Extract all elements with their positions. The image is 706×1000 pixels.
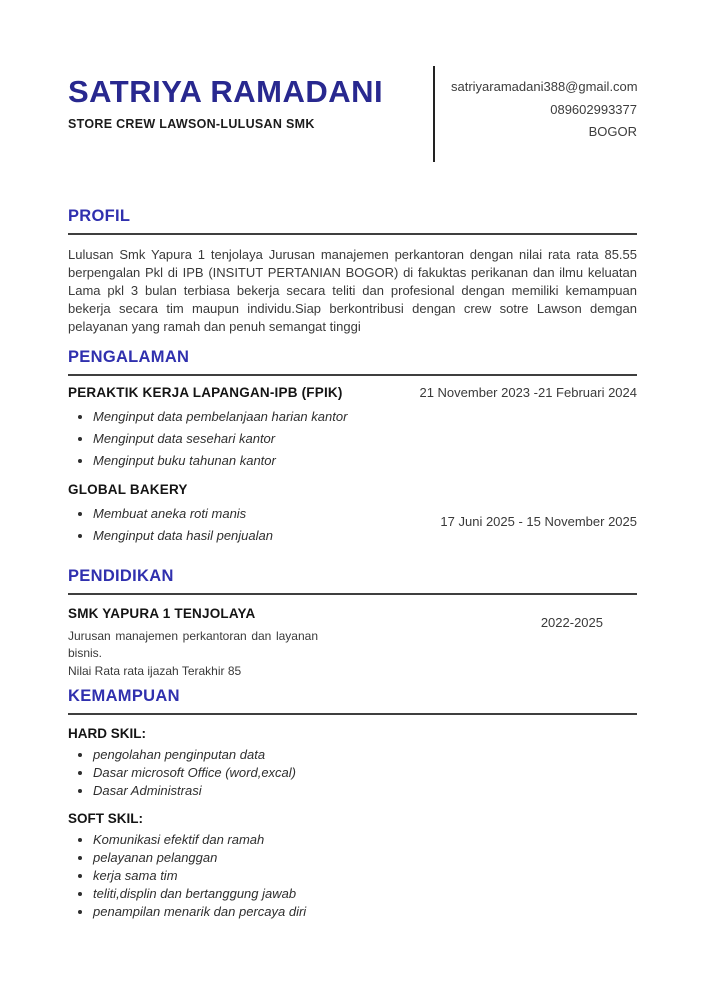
job-entry-2 [68,482,637,544]
pendidikan-heading: PENDIDIKAN [68,567,174,585]
job-date: 21 November 2023 -21 Februari 2024 [419,385,637,400]
education-grade-note: Nilai Rata rata ijazah Terakhir 85 [68,664,242,678]
job-bullet: • Menginput data sesehari kantor [93,430,637,447]
skill-item: • penampilan menarik dan percaya diri [93,903,637,920]
section-rule [68,374,637,376]
section-profil [68,207,637,336]
contact-city: BOGOR [588,124,637,139]
section-pengalaman [68,348,637,544]
section-rule [68,233,637,235]
section-rule [68,593,637,595]
section-kemampuan [68,687,637,920]
contact-info [451,66,637,162]
kemampuan-heading: KEMAMPUAN [68,687,180,705]
pengalaman-heading: PENGALAMAN [68,348,190,366]
education-date: 2022-2025 [540,615,603,630]
job-bullet: • Menginput data hasil penjualan [93,527,637,544]
job-title: PERAKTIK KERJA LAPANGAN-IPB (FPIK) [68,385,343,400]
header [68,66,637,162]
skill-item: • Dasar Administrasi [93,782,637,799]
soft-skill-list [68,831,637,920]
job-head [68,385,637,400]
education-major: Jurusan manajemen perkantoran dan layanan bisnis. [68,629,318,660]
school-name: SMK YAPURA 1 TENJOLAYA [68,606,256,621]
skill-item: • kerja sama tim [93,867,637,884]
hard-skill-list [68,746,637,799]
contact-email: satriyaramadani388@gmail.com [451,79,638,94]
person-job-title: STORE CREW LAWSON-LULUSAN SMK [68,116,315,131]
skill-item: • Dasar microsoft Office (word,excal) [93,764,637,781]
skill-item: • pengolahan penginputan data [93,746,637,763]
skill-item: • teliti,displin dan bertanggung jawab [93,885,637,902]
contact-phone: 089602993377 [550,101,637,117]
header-identity [68,66,383,131]
job-entry-1 [68,385,637,469]
section-rule [68,713,637,715]
header-contact-block [433,66,637,162]
job-title: GLOBAL BAKERY [68,482,188,497]
section-pendidikan [68,567,637,680]
job-bullet: • Membuat aneka roti manis [93,505,637,522]
soft-skill-label: SOFT SKIL: [68,811,143,826]
skill-item: • pelayanan pelanggan [93,849,637,866]
job-bullet-list [68,408,637,469]
person-name: SATRIYA RAMADANI [68,74,384,109]
job-bullet: • Menginput buku tahunan kantor [93,452,637,469]
skill-item: • Komunikasi efektif dan ramah [93,831,637,848]
profil-heading: PROFIL [68,207,131,225]
profil-body: Lulusan Smk Yapura 1 tenjolaya Jurusan manajemen perkantoran dengan nilai rata rata 85.55 berpengalan Pkl di IPB (INSITUT PERTANIAN BOGOR) di fakuktas perikanan dan ilmu keluatan Lama pkl 3 bulan terbiasa bekerja secara teliti dan profesional dengan memiliki kemampuan bekerja secara tim maupun individu.Siap berkontribusi dengan crew sotre Lawson demgan pelayanan yang ramah dan penuh semangat tinggi [68,247,637,334]
job-bullet: • Menginput data pembelanjaan harian kantor [93,408,637,425]
header-divider [433,66,435,162]
hard-skill-label: HARD SKIL: [68,726,146,741]
education-entry [68,606,637,680]
job-date: 17 Juni 2025 - 15 November 2025 [440,514,637,529]
